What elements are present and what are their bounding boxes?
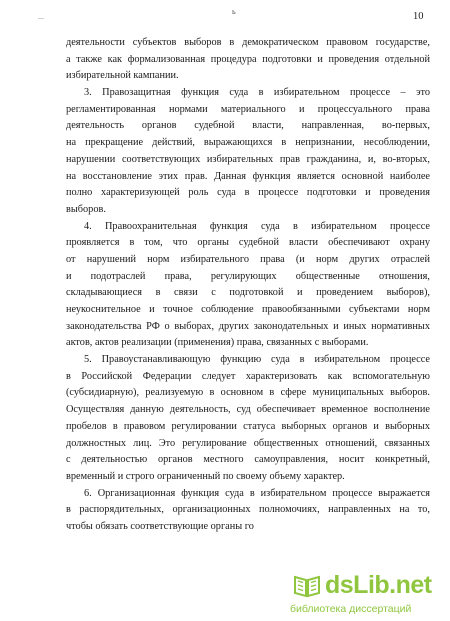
text-line: 4. Правоохранительная функция суда в избирательном процессе [84,220,430,232]
text-line: нарушении соответствующих избирательных прав гражданина, и, во-вторых, [66,153,430,165]
text-line: чтобы обязать соответствующие органы го [66,520,254,532]
text-line: 3. Правозащитная функция суда в избирательном процессе – это [84,87,430,99]
text-line: временный и строго ограниченный по своему объему характер. [66,470,345,482]
text-line: на восстановление этих прав. Данная функция является основной наиболее [66,170,430,182]
text-line: складывающиеся в связи с подготовкой и проведением выборов), [66,287,430,299]
text-line: неукоснительное и точное соблюдение правообязанными субъектами норм [66,304,430,315]
top-mark: ь [232,7,236,16]
page-number: 10 [413,11,424,22]
text-line: Осуществляя данную деятельность, суд обеспечивает временное восполнение [66,404,430,416]
margin-mark: ... [38,12,44,21]
text-line: законодательства РФ о выборах, других законодательных и иных нормативных [66,320,430,332]
text-line: деятельности субъектов выборов в демократическом правовом государстве, [66,37,430,48]
text-line: полно характеризующей роль суда в процессе подготовки и проведения [66,187,430,199]
text-line: в распорядительных, организационных полномочиях, направленных на то, [66,504,430,516]
text-line: от нарушений норм избирательного права (и норм других отраслей [66,253,430,265]
text-line: должностных лиц. Это регулирование общественных отношений, связанных [66,437,430,449]
watermark-logo [290,569,432,599]
text-line: актов, актов реализации (применения) права, связанных с выборами. [66,337,369,349]
text-line: и подотраслей права, регулирующих общественные отношения, [66,270,430,282]
text-line: регламентированная нормами материального и процессуального права [66,103,430,115]
text-line: 5. Правоустанавливающую функцию суда в избирательном процессе [84,354,430,366]
watermark-subtitle: библиотека диссертаций [290,603,412,615]
text-line: выборов. [66,203,106,215]
text-line: на прекращение действий, выражающихся в непризнании, несоблюдении, [66,137,430,149]
text-line: с деятельностью органов местного самоуправления, носит конкретный, [66,454,430,466]
text-line: проявляется в том, что органы судебной власти обеспечивают охрану [66,237,430,249]
text-line: (субсидиарную), реализуемую в основном в сфере муниципальных выборов. [66,387,430,399]
watermark-logo-text: dsLib.net [325,571,432,599]
text-line: а также как формализованная процедура подготовки и проведения отдельной [66,53,430,65]
text-line: 6. Организационная функция суда в избирательном процессе выражается [84,487,430,499]
watermark [290,569,450,621]
text-line: пробелов в правовом регулировании статуса выборных органов и выборных [66,420,430,432]
text-line: деятельность органов судебной власти, направленная, во-первых, [66,120,430,132]
body-text [66,35,430,536]
text-line: избирательной кампании. [66,70,179,82]
open-book-icon [292,569,322,599]
text-line: в Российской Федерации следует характеризовать как вспомогательную [66,370,430,382]
